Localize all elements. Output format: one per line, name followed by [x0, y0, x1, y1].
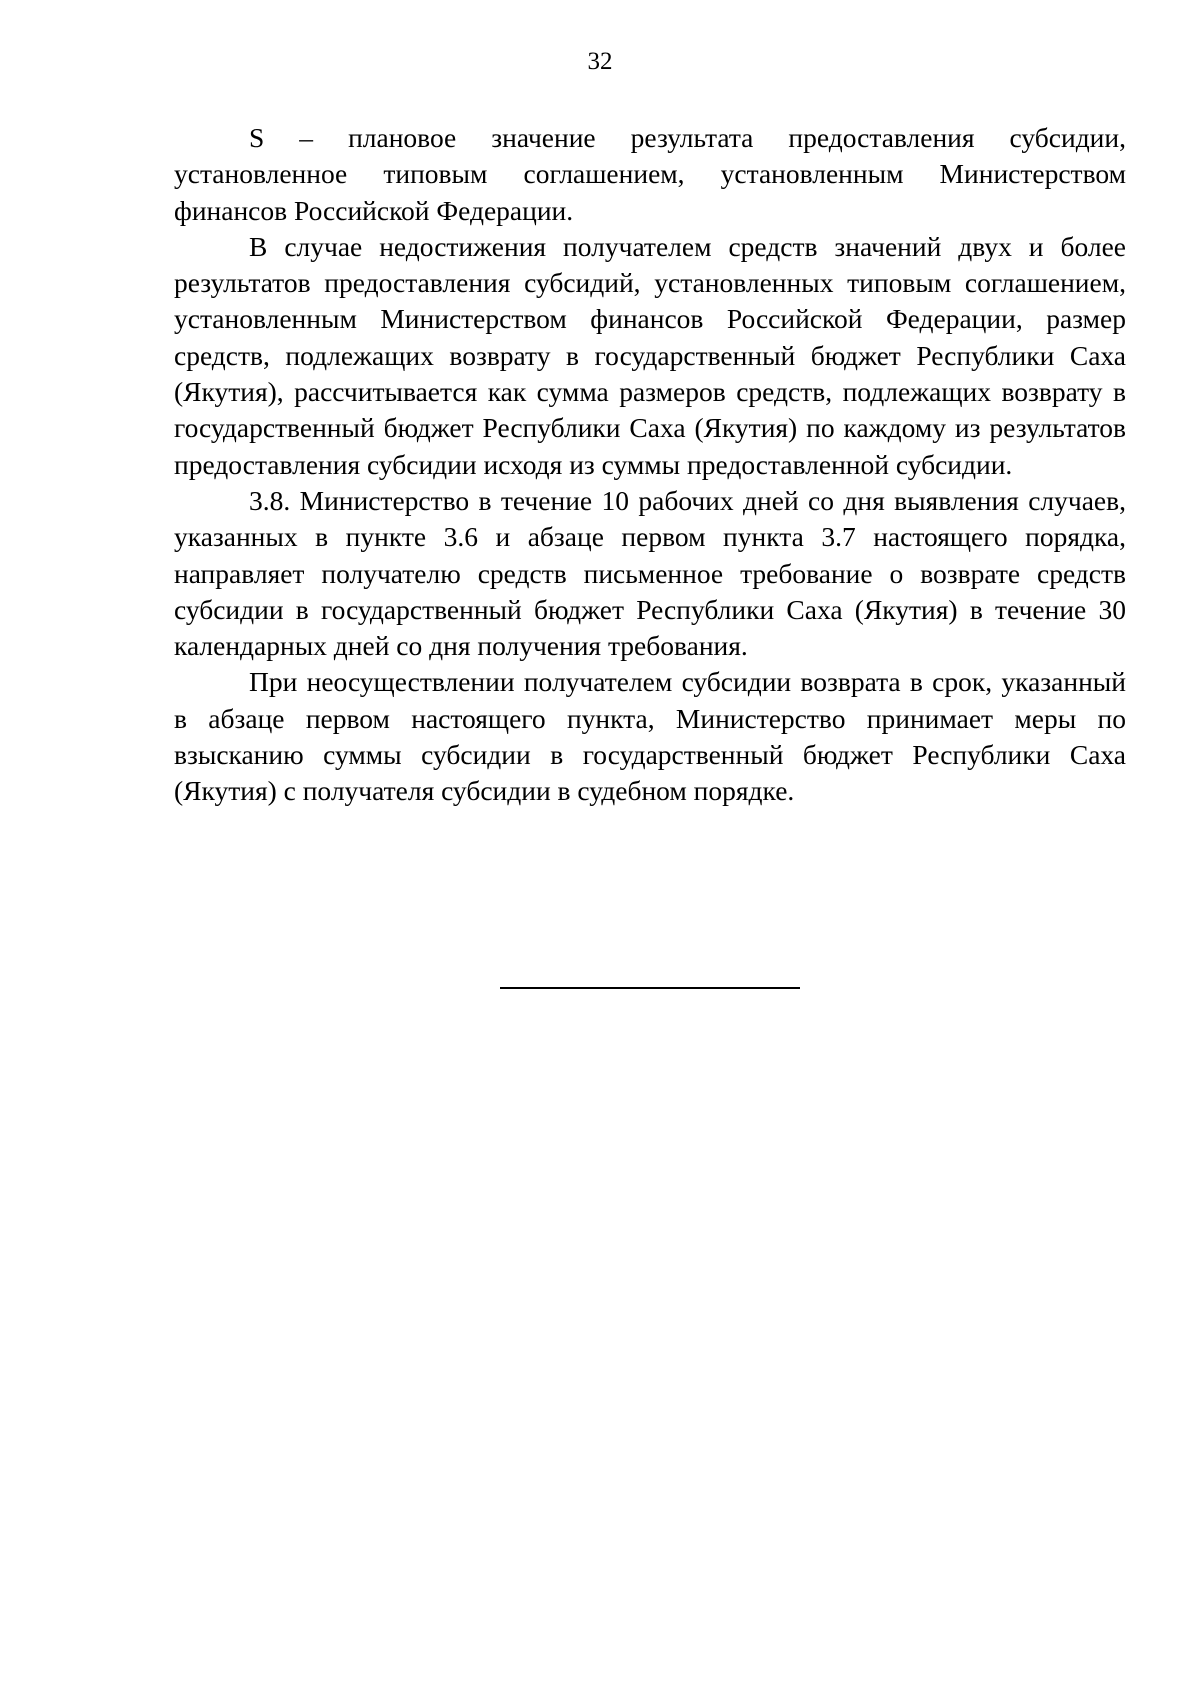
document-body	[174, 120, 1126, 810]
end-of-text-rule	[500, 987, 800, 989]
paragraph-clause-3-8: 3.8. Министерство в течение 10 рабочих дней со дня выявления случаев, указанных в пункте 3.6 и абзаце первом пункта 3.7 настоящего порядка, направляет получателю средств письменное требование о возврате средств субсидии в государственный бюджет Республики Саха (Якутия) в течение 30 календарных дней со дня получения требования.	[174, 484, 1126, 662]
paragraph-s-definition: S – плановое значение результата предоставления субсидии, установленное типовым соглашением, установленным Министерством финансов Российской Федерации.	[174, 122, 1126, 226]
paragraph-recovery: При неосуществлении получателем субсидии возврата в срок, указанный в абзаце первом настоящего пункта, Министерство принимает меры по взысканию суммы субсидии в государственный бюджет Республики Саха (Якутия) с получателя субсидии в судебном порядке.	[174, 666, 1126, 807]
page-number: 32	[587, 48, 613, 75]
paragraph-multiple-results: В случае недостижения получателем средств значений двух и более результатов предоставления субсидий, установленных типовым соглашением, установленным Министерством финансов Российской Федерации, размер средств, подлежащих возврату в государственный бюджет Республики Саха (Якутия), рассчитывается как сумма размеров средств, подлежащих возврату в государственный бюджет Республики Саха (Якутия) по каждому из результатов предоставления субсидии исходя из суммы предоставленной субсидии.	[174, 230, 1126, 480]
